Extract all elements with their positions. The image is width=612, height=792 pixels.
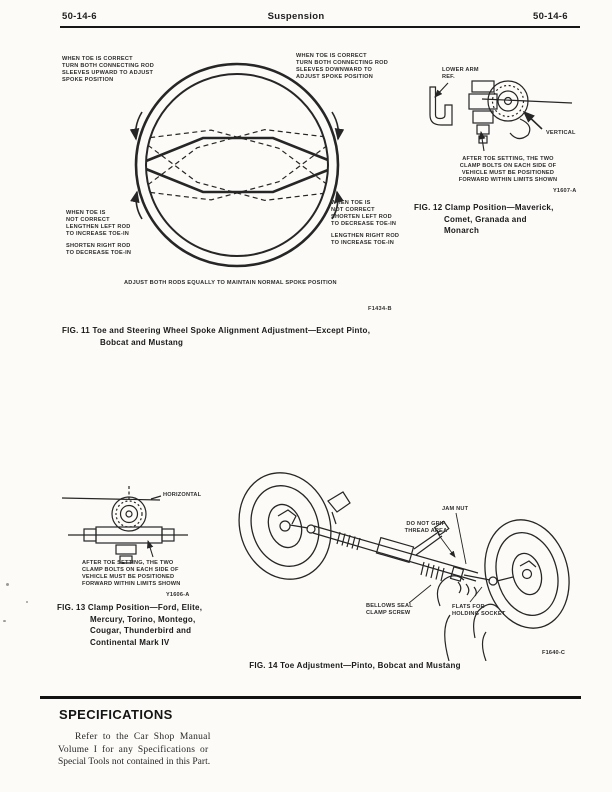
lower-arm-label: LOWER ARM bbox=[442, 67, 479, 73]
fig12-note-4: FORWARD WITHIN LIMITS SHOWN bbox=[458, 177, 558, 183]
wheel-spokes-rotated-cw bbox=[142, 115, 332, 214]
do-not-grip-label: DO NOT GRIP bbox=[406, 521, 446, 527]
lower-arm-label-2: REF. bbox=[442, 74, 455, 80]
lower-arm-bracket bbox=[430, 87, 452, 125]
scan-speck bbox=[26, 601, 28, 603]
fig12-note-3: VEHICLE MUST BE POSITIONED bbox=[461, 170, 555, 176]
fig13-ref-code: Y1606-A bbox=[166, 592, 190, 598]
wheel-spokes-correct bbox=[146, 138, 328, 192]
vertical-label: VERTICAL bbox=[546, 130, 576, 136]
fig11-note-bottom: ADJUST BOTH RODS EQUALLY TO MAINTAIN NORMAL SPOKE POSITION bbox=[124, 280, 337, 286]
fig12-note-1: AFTER TOE SETTING, THE TWO bbox=[462, 156, 554, 162]
fig13-note-4: FORWARD WITHIN LIMITS SHOWN bbox=[82, 581, 181, 587]
steering-wheel-diagram bbox=[127, 55, 347, 275]
bellows-seal-label-2: CLAMP SCREW bbox=[366, 610, 411, 616]
jam-nut-label: JAM NUT bbox=[442, 506, 469, 512]
fig11-caption: FIG. 11 Toe and Steering Wheel Spoke Alignment Adjustment—Except Pinto, Bobcat and Mustang bbox=[62, 326, 371, 347]
fig13-note-1: AFTER TOE SETTING, THE TWO bbox=[82, 560, 174, 566]
scan-speck bbox=[3, 620, 6, 622]
scan-speck bbox=[6, 583, 9, 586]
wheel-rim bbox=[136, 64, 338, 266]
section-rule bbox=[40, 696, 581, 699]
rack-assembly bbox=[278, 492, 536, 585]
page-number-left: 50-14-6 bbox=[62, 11, 97, 22]
fig11-note-top-right: WHEN TOE IS CORRECT TURN BOTH CONNECTING ROD SLEEVES DOWNWARD TO ADJUST SPOKE POSITION bbox=[296, 53, 389, 80]
rotation-arrows bbox=[136, 112, 339, 219]
header-rule bbox=[60, 26, 580, 28]
fig12-caption: FIG. 12 Clamp Position—Maverick, Comet, Granada and Monarch bbox=[414, 203, 554, 235]
right-wheel bbox=[473, 510, 581, 637]
toe-adjustment-diagram bbox=[228, 456, 583, 661]
flats-label: FLATS FOR bbox=[452, 604, 485, 610]
fig11-note-top-left: WHEN TOE IS CORRECT TURN BOTH CONNECTING ROD SLEEVES UPWARD TO ADJUST SPOKE POSITION bbox=[62, 56, 155, 83]
fig13-note-2: CLAMP BOLTS ON EACH SIDE OF bbox=[82, 567, 179, 573]
bellows-seal-label: BELLOWS SEAL bbox=[366, 603, 413, 609]
wheel-spokes-rotated-ccw bbox=[142, 115, 332, 214]
page-title: Suspension bbox=[267, 11, 325, 22]
fig11-note-left: WHEN TOE IS NOT CORRECT LENGTHEN LEFT ROD TO INCREASE TOE-IN SHORTEN RIGHT ROD TO DECREASE TOE-IN bbox=[66, 210, 132, 256]
fig11-note-right: WHEN TOE IS NOT CORRECT SHORTEN LEFT ROD TO DECREASE TOE-IN LENGTHEN RIGHT ROD TO INCREASE TOE-IN bbox=[331, 200, 400, 246]
specifications-heading: SPECIFICATIONS bbox=[59, 707, 173, 722]
horizontal-label: HORIZONTAL bbox=[163, 492, 202, 498]
left-wheel bbox=[228, 461, 344, 592]
fig13-note-3: VEHICLE MUST BE POSITIONED bbox=[82, 574, 175, 580]
fig12-note-2: CLAMP BOLTS ON EACH SIDE OF bbox=[459, 163, 557, 169]
clamp-vertical-diagram bbox=[420, 55, 592, 203]
flats-label-2: HOLDING SOCKET bbox=[452, 611, 506, 617]
do-not-grip-label-2: THREAD AREA bbox=[404, 528, 448, 534]
page-number-right: 50-14-6 bbox=[533, 11, 568, 22]
fig11-ref-code: F1434-B bbox=[368, 306, 392, 312]
clamp-horizontal-diagram bbox=[60, 483, 235, 603]
fig14-ref-code: F1640-C bbox=[542, 650, 566, 656]
fig14-caption: FIG. 14 Toe Adjustment—Pinto, Bobcat and Mustang bbox=[249, 661, 461, 670]
fig12-ref-code: Y1607-A bbox=[553, 188, 577, 194]
specifications-paragraph: Refer to the Car Shop Manual Volume I for any Specifications or Special Tools not contained in this Part. bbox=[58, 732, 211, 767]
fig13-caption: FIG. 13 Clamp Position—Ford, Elite, Mercury, Torino, Montego, Cougar, Thunderbird and Continental Mark IV bbox=[57, 603, 203, 647]
